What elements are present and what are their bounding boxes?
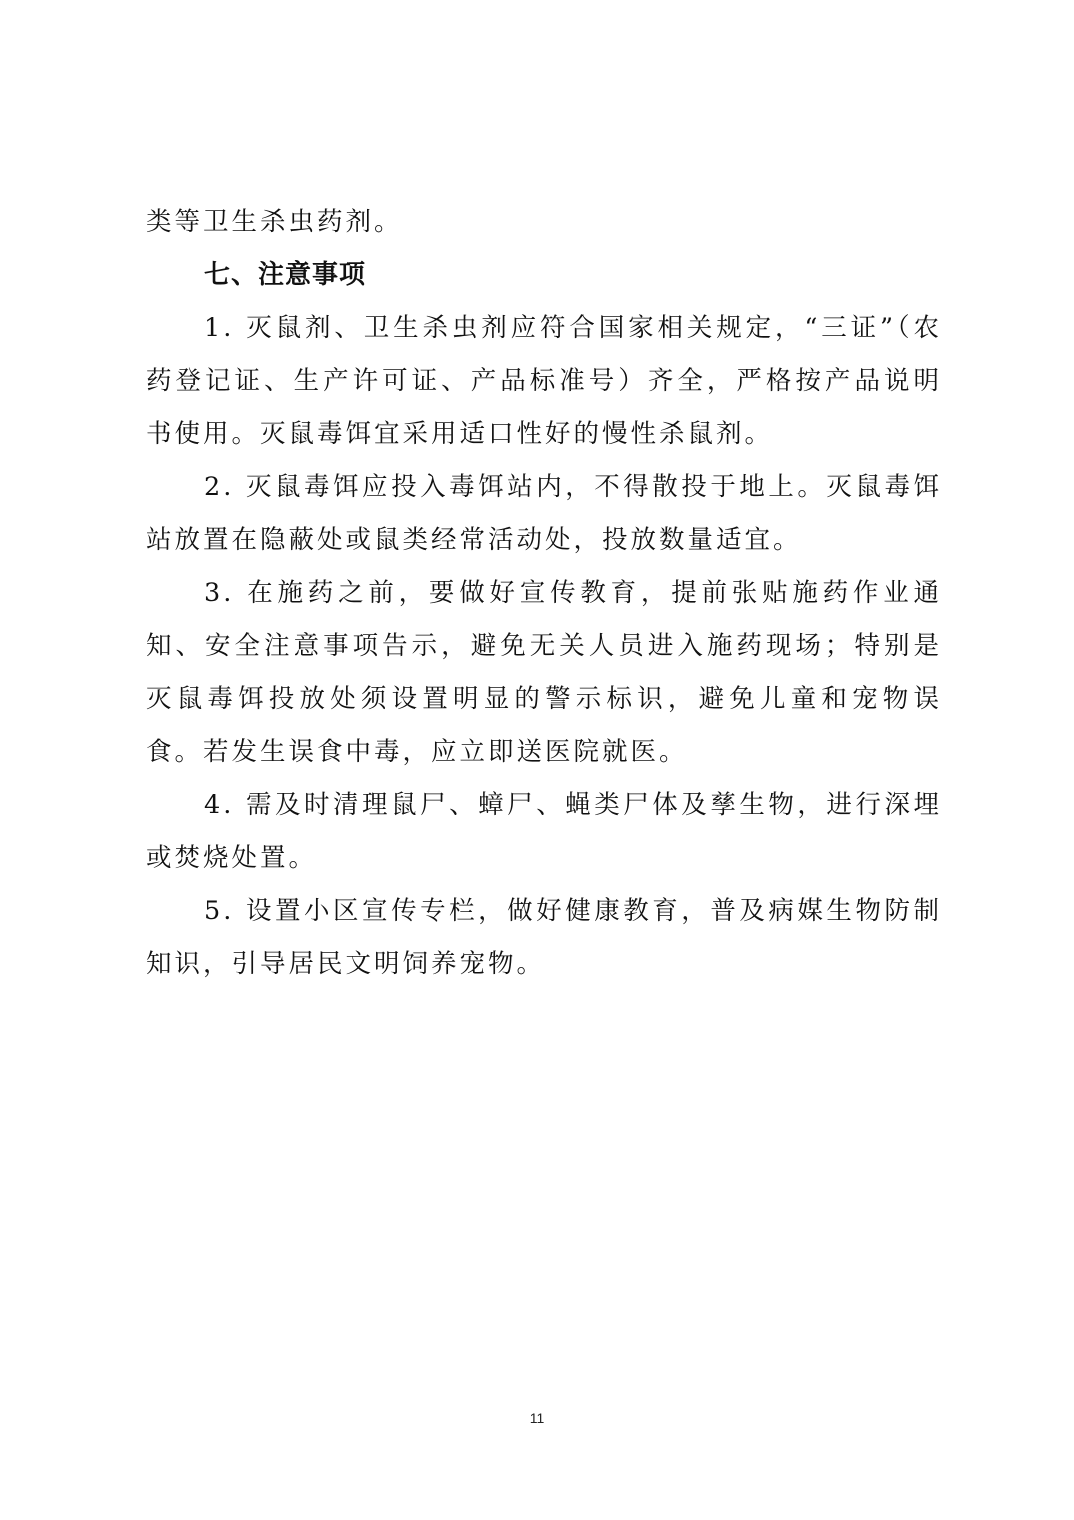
list-item-5: 5. 设置小区宣传专栏，做好健康教育，普及病媒生物防制知识，引导居民文明饲养宠物。 — [146, 896, 942, 979]
continuation-paragraph: 类等卫生杀虫药剂。 — [146, 207, 403, 237]
page-number: 11 — [529, 1410, 545, 1426]
list-item-2: 2. 灭鼠毒饵应投入毒饵站内，不得散投于地上。灭鼠毒饵站放置在隐蔽处或鼠类经常活动处，投放数量适宜。 — [146, 472, 942, 555]
section-heading: 七、注意事项 — [204, 260, 367, 290]
list-item-1: 1. 灭鼠剂、卫生杀虫剂应符合国家相关规定，“三证”（农药登记证、生产许可证、产品标准号）齐全，严格按产品说明书使用。灭鼠毒饵宜采用适口性好的慢性杀鼠剂。 — [146, 313, 942, 449]
document-body — [146, 196, 942, 991]
list-item-3: 3. 在施药之前，要做好宣传教育，提前张贴施药作业通知、安全注意事项告示，避免无关人员进入施药现场；特别是灭鼠毒饵投放处须设置明显的警示标识，避免儿童和宠物误食。若发生误食中毒，应立即送医院就医。 — [146, 578, 942, 767]
list-item-4: 4. 需及时清理鼠尸、蟑尸、蝇类尸体及孳生物，进行深埋或焚烧处置。 — [146, 790, 942, 873]
